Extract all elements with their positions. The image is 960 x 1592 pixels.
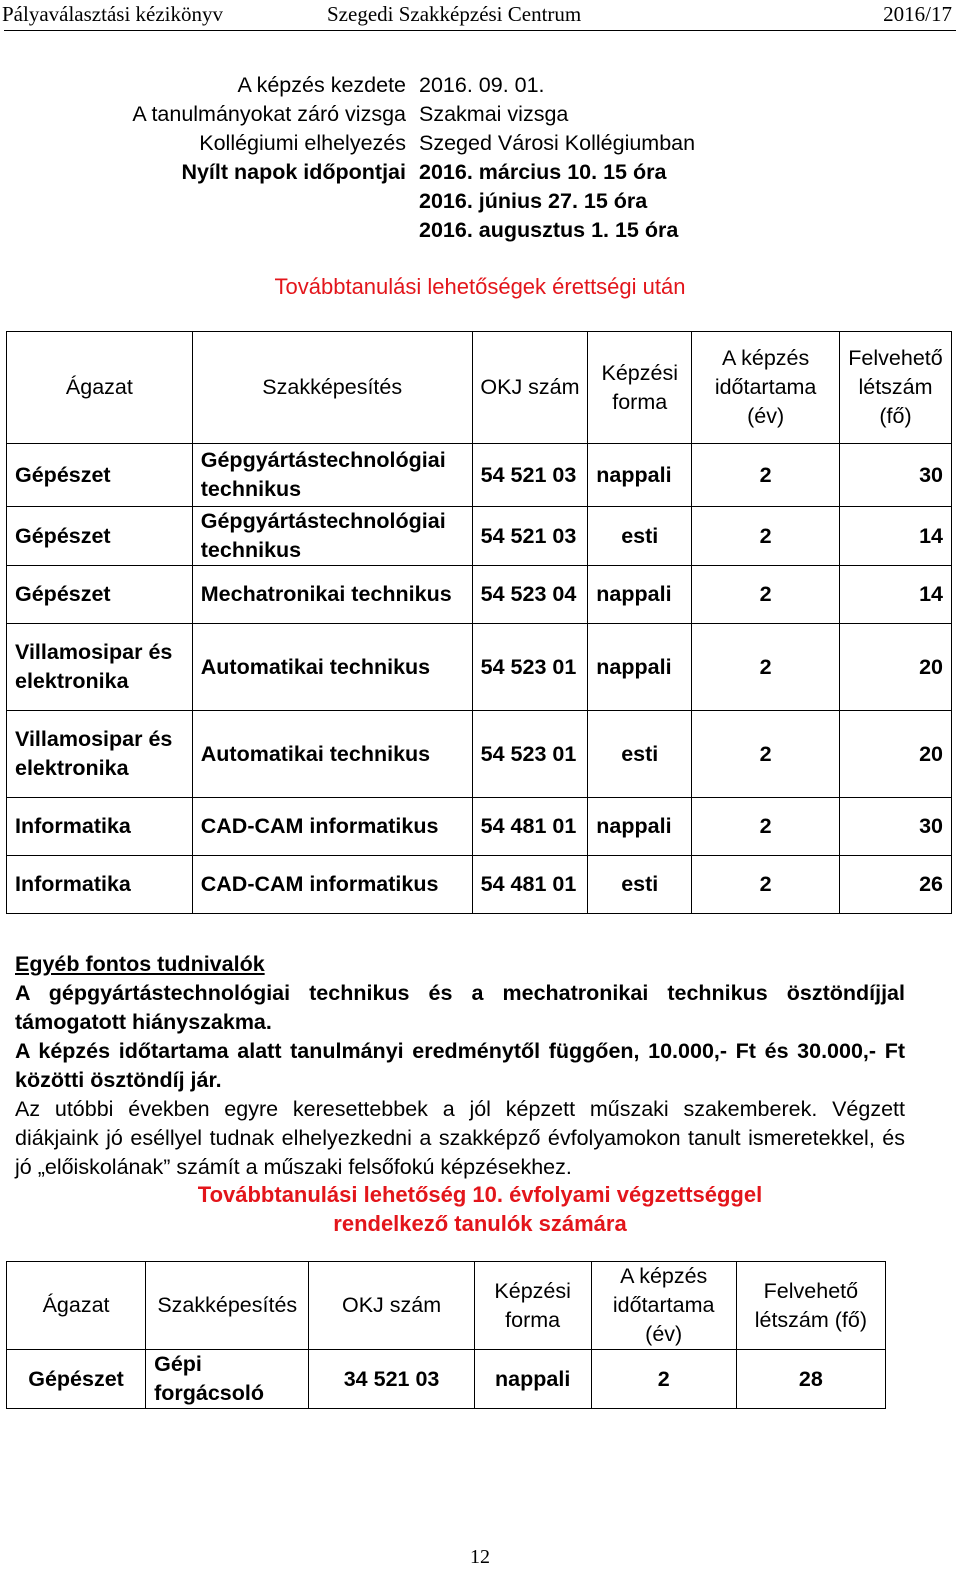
cell-agazat: Gépészet (7, 1350, 146, 1409)
header-book-title: Pályaválasztási kézikönyv (2, 2, 224, 26)
notes-career: Az utóbbi években egyre keresettebbek a jól képzett műszaki szakemberek. Végzett diákjaink jó eséllyel tudnak elhelyezkedni a szakképző évfolyamokon tanult ismeretekkel, és jó „előiskolának” számít a műszaki felsőfokú képzésekhez. (15, 1097, 905, 1179)
cell-agazat: Villamosipar és elektronika (7, 711, 193, 798)
header-year: 2016/17 (883, 2, 952, 26)
cell-ev: 2 (692, 798, 840, 856)
header-idotartam: A képzés időtartama (év) (692, 332, 840, 444)
cell-szak: Automatikai technikus (192, 624, 472, 711)
cell-forma: nappali (588, 624, 692, 711)
table-row (7, 566, 952, 624)
header-okj: OKJ szám (309, 1262, 474, 1350)
table-row (7, 711, 952, 798)
cell-forma: nappali (474, 1350, 591, 1409)
cell-fo: 14 (840, 507, 952, 566)
table-row (7, 856, 952, 914)
cell-szak: Gépi forgácsoló (146, 1350, 309, 1409)
cell-ev: 2 (692, 856, 840, 914)
header-forma: Képzési forma (474, 1262, 591, 1350)
cell-agazat: Gépészet (7, 566, 193, 624)
programs-table (6, 331, 952, 914)
cell-okj: 34 521 03 (309, 1350, 474, 1409)
training-info (0, 71, 960, 245)
cell-okj: 54 523 04 (472, 566, 588, 624)
table-row (7, 507, 952, 566)
cell-agazat: Gépészet (7, 444, 193, 507)
cell-ev: 2 (692, 624, 840, 711)
cell-szak: Automatikai technikus (192, 711, 472, 798)
cell-ev: 2 (692, 711, 840, 798)
header-rule (4, 30, 956, 31)
cell-fo: 28 (736, 1350, 885, 1409)
open-day-2: 2016. június 27. 15 óra (419, 189, 648, 213)
dorm-value: Szeged Városi Kollégiumban (419, 131, 696, 155)
cell-fo: 20 (840, 624, 952, 711)
open-days-label: Nyílt napok időpontjai (181, 160, 406, 184)
cell-szak: CAD-CAM informatikus (192, 798, 472, 856)
cell-fo: 30 (840, 444, 952, 507)
cell-forma: esti (588, 711, 692, 798)
header-szakkepesites: Szakképesítés (192, 332, 472, 444)
header-szakkepesites: Szakképesítés (146, 1262, 309, 1350)
header-idotartam: A képzés időtartama (év) (591, 1262, 736, 1350)
notes-section (15, 950, 905, 1182)
cell-ev: 2 (692, 566, 840, 624)
cell-okj: 54 521 03 (472, 507, 588, 566)
cell-forma: nappali (588, 798, 692, 856)
open-day-1: 2016. március 10. 15 óra (419, 160, 667, 184)
cell-ev: 2 (591, 1350, 736, 1409)
exam-label: A tanulmányokat záró vizsga (132, 102, 406, 126)
cell-szak: CAD-CAM informatikus (192, 856, 472, 914)
cell-forma: nappali (588, 444, 692, 507)
cell-okj: 54 521 03 (472, 444, 588, 507)
header-institution: Szegedi Szakképzési Centrum (327, 2, 582, 26)
table1-title: Továbbtanulási lehetőségek érettségi után (274, 274, 686, 299)
dorm-label: Kollégiumi elhelyezés (199, 131, 406, 155)
page-number: 12 (470, 1546, 490, 1568)
cell-okj: 54 523 01 (472, 624, 588, 711)
cell-agazat: Gépészet (7, 507, 193, 566)
cell-agazat: Informatika (7, 798, 193, 856)
table-row (7, 444, 952, 507)
notes-heading: Egyéb fontos tudnivalók (15, 952, 265, 976)
header-letszam: Felvehető létszám (fő) (840, 332, 952, 444)
cell-fo: 20 (840, 711, 952, 798)
header-okj: OKJ szám (472, 332, 588, 444)
table2-title (0, 1180, 960, 1238)
cell-forma: nappali (588, 566, 692, 624)
header-agazat: Ágazat (7, 332, 193, 444)
running-header (0, 0, 960, 34)
exam-value: Szakmai vizsga (419, 102, 569, 126)
cell-szak: Gépgyártástechnológiai technikus (192, 507, 472, 566)
cell-szak: Gépgyártástechnológiai technikus (192, 444, 472, 507)
header-agazat: Ágazat (7, 1262, 146, 1350)
cell-fo: 26 (840, 856, 952, 914)
table-row (7, 624, 952, 711)
notes-shortage: A gépgyártástechnológiai technikus és a mechatronikai technikus ösztöndíjjal támogatott hiányszakma. (15, 981, 905, 1034)
open-day-3: 2016. augusztus 1. 15 óra (419, 218, 679, 242)
cell-ev: 2 (692, 507, 840, 566)
cell-forma: esti (588, 507, 692, 566)
cell-okj: 54 481 01 (472, 798, 588, 856)
table-header-row (7, 332, 952, 444)
cell-ev: 2 (692, 444, 840, 507)
start-label: A képzés kezdete (237, 73, 406, 97)
cell-okj: 54 523 01 (472, 711, 588, 798)
cell-fo: 30 (840, 798, 952, 856)
cell-forma: esti (588, 856, 692, 914)
cell-okj: 54 481 01 (472, 856, 588, 914)
table2-title-line1: Továbbtanulási lehetőség 10. évfolyami végzettséggel (197, 1182, 763, 1207)
table2-title-line2: rendelkező tanulók számára (333, 1211, 627, 1236)
table-header-row (7, 1262, 886, 1350)
table-row (7, 798, 952, 856)
cell-agazat: Informatika (7, 856, 193, 914)
cell-agazat: Villamosipar és elektronika (7, 624, 193, 711)
grade10-programs-table (6, 1261, 886, 1409)
notes-scholarship: A képzés időtartama alatt tanulmányi eredménytől függően, 10.000,- Ft és 30.000,- Ft közötti ösztöndíj jár. (15, 1039, 905, 1092)
table-row (7, 1350, 886, 1409)
start-value: 2016. 09. 01. (419, 73, 545, 97)
cell-szak: Mechatronikai technikus (192, 566, 472, 624)
cell-fo: 14 (840, 566, 952, 624)
header-letszam: Felvehető létszám (fő) (736, 1262, 885, 1350)
header-forma: Képzési forma (588, 332, 692, 444)
